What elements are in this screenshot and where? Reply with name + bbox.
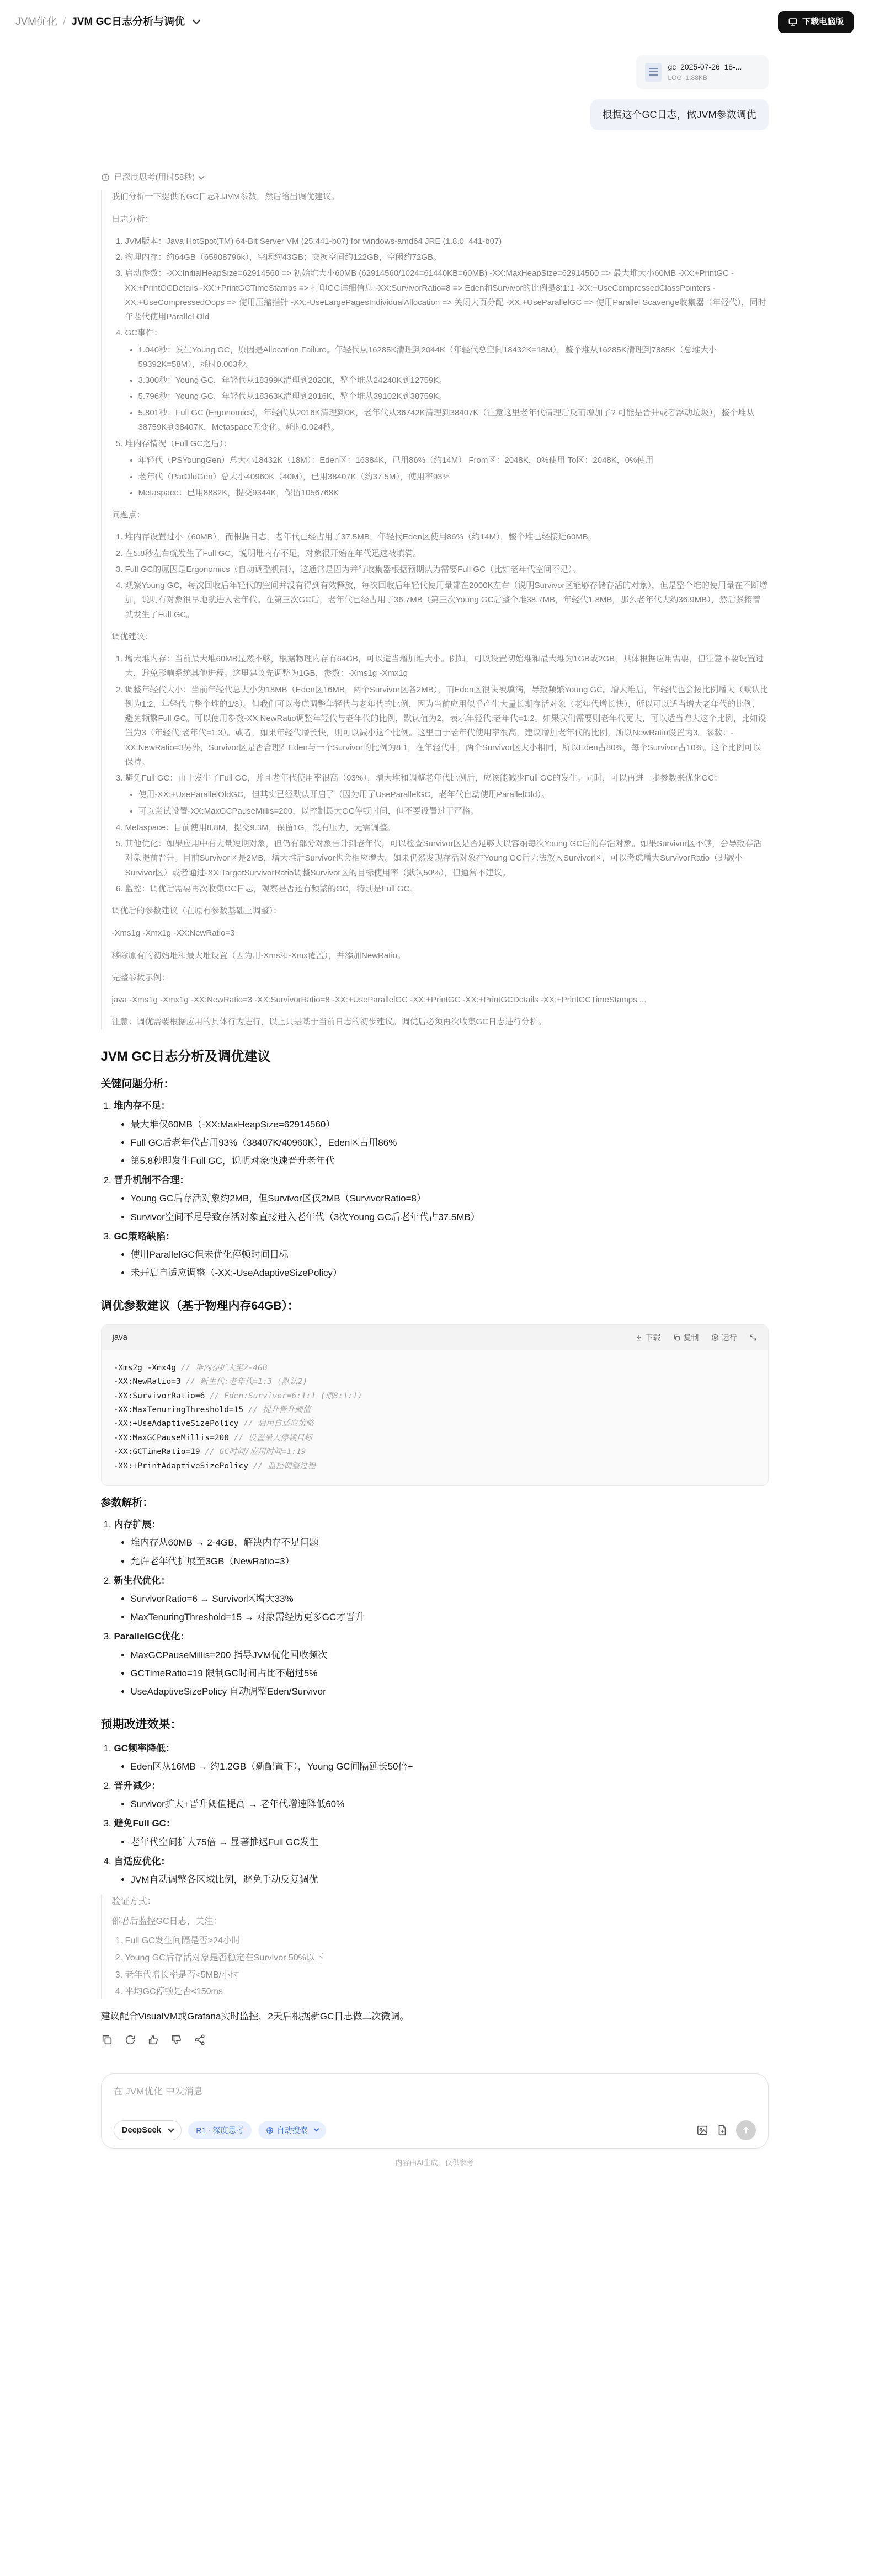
code-comment: // 启用自适应策略 bbox=[243, 1419, 314, 1429]
list-item bbox=[114, 1173, 769, 1225]
list-item: • SurvivorRatio=6 → Survivor区增大33% bbox=[131, 1591, 769, 1606]
tuning-list bbox=[112, 652, 769, 896]
list-item bbox=[125, 771, 769, 819]
chevron-down-icon bbox=[199, 174, 205, 180]
closing-text: 建议配合VisualVM或Grafana实时监控，2天后根据新GC日志做二次微调。 bbox=[100, 2011, 409, 2022]
list-item: • Young GC后存活对象约2MB，但Survivor区仅2MB（SurvivorRatio=8） bbox=[131, 1191, 769, 1206]
user-bubble: 根据这个GC日志，做JVM参数调优 bbox=[590, 99, 769, 131]
issue-title: 堆内存不足： bbox=[114, 1100, 170, 1111]
assistant-answer bbox=[101, 1046, 769, 2046]
expect-title: GC频率降低： bbox=[114, 1743, 175, 1754]
gc-event-list bbox=[125, 343, 769, 435]
code-line bbox=[114, 1431, 756, 1445]
composer-chips bbox=[114, 2120, 326, 2140]
code-line bbox=[114, 1403, 756, 1417]
param-analysis-title: 参数解析： bbox=[100, 1497, 153, 1509]
code-text: -XX:+UseAdaptiveSizePolicy bbox=[113, 1419, 239, 1429]
list-item: 3. 启动参数：-XX:InitialHeapSize=62914560 => 初始堆大小60MB (62914560/1024=61440KB=60MB) -XX:MaxHeapSize=62914560 => 最大堆大小60MB -XX:+PrintGC -XX:+PrintGCDetails -XX:+PrintGCTimeStamps => 打印GC详细信息 -XX:SurvivorRatio=8 => Eden和Survivor的比例是8:1:1 -XX:+UseCompressedClassPointers -XX:+UseCompressedOops => 使用压缩指针 -XX:-UseLargePagesIndividualAllocation => 关闭大页分配 -XX:+UseParallelGC => 使用Parallel Scavenge收集器（年轻代），同时年老代使用Parallel Old bbox=[125, 266, 769, 324]
list-item: • JVM自动调整各区域比例，避免手动反复调优 bbox=[131, 1872, 769, 1887]
key-issues-title: 关键问题分析： bbox=[100, 1078, 174, 1091]
file-size: 1.88KB bbox=[685, 74, 707, 82]
list-item: • 堆内存从60MB → 2-4GB，解决内存不足问题 bbox=[131, 1535, 769, 1550]
param-group-title: 内存扩展： bbox=[114, 1519, 161, 1530]
download-app-button[interactable] bbox=[778, 11, 854, 33]
list-item: • 3.300秒：Young GC，年轻代从18399K清理到2020K，整个堆从24240K到12759K。 bbox=[138, 373, 769, 388]
list-item: • 使用-XX:+UseParallelOldGC，但其实已经默认开启了（因为用了UseParallelGC，老年代自动使用ParallelOld）。 bbox=[138, 788, 769, 802]
file-upload-icon[interactable] bbox=[716, 2124, 728, 2136]
tuning-item-text: 避免Full GC：由于发生了Full GC，并且老年代使用率很高（93%），增大堆和调整老年代比例后，应该能减少Full GC的发生。同时，可以再进一步参数来优化GC： bbox=[125, 773, 723, 783]
file-icon bbox=[645, 63, 662, 82]
download-icon bbox=[635, 1334, 643, 1342]
full-params: java -Xms1g -Xmx1g -XX:NewRatio=3 -XX:SurvivorRatio=8 -XX:+UseParallelGC -XX:+PrintGC -XX:+PrintGCDetails -XX:+PrintGCTimeStamps ... bbox=[111, 995, 647, 1005]
arrow-up-icon bbox=[741, 2125, 751, 2135]
auto-search-toggle[interactable] bbox=[258, 2121, 326, 2139]
list-item bbox=[114, 1629, 769, 1699]
image-upload-icon[interactable] bbox=[696, 2124, 708, 2136]
param-analysis-list bbox=[101, 1517, 769, 1699]
chevron-down-icon bbox=[313, 2126, 319, 2132]
list-item: • Survivor空间不足导致存活对象直接进入老年代（3次Young GC后老年代占37.5MB） bbox=[131, 1210, 769, 1225]
list-item: • MaxTenuringThreshold=15 → 对象需经历更多GC才晋升 bbox=[131, 1610, 769, 1624]
list-item: • Metaspace：已用8882K，提交9344K，保留1056768K bbox=[138, 486, 769, 500]
regenerate-icon[interactable] bbox=[124, 2034, 136, 2046]
share-icon[interactable] bbox=[194, 2034, 206, 2046]
list-item: 4. 观察Young GC，每次回收后年轻代的空间并没有得到有效释放，每次回收后年轻代使用量都在2000K左右（说明Survivor区能够存储存活的对象），但是整个堆的使用量在不断增加，说明有对象很早地就进入老年代。在第三次GC后，老年代已经占用了36.7MB（第三次Young GC后整个堆38.7MB，年轻代1.8MB，那么老年代大约36.9MB），然后紧接着就发生了Full GC。 bbox=[125, 579, 769, 622]
attached-file[interactable] bbox=[636, 55, 769, 89]
list-item: 1. JVM版本：Java HotSpot(TM) 64-Bit Server VM (25.441-b07) for windows-amd64 JRE (1.8.0_441-b07) bbox=[125, 234, 769, 249]
code-language: java bbox=[112, 1332, 128, 1342]
list-item: • 老年代（ParOldGen）总大小40960K（40M），已用38407K（约37.5M），使用率93% bbox=[138, 470, 769, 484]
code-line bbox=[114, 1417, 756, 1431]
think-icon bbox=[101, 173, 110, 182]
copy-icon[interactable] bbox=[101, 2034, 113, 2046]
thumbs-down-icon[interactable] bbox=[170, 2034, 183, 2046]
list-item: • 使用ParallelGC但未优化停顿时间目标 bbox=[131, 1247, 769, 1262]
code-comment: // 新生代:老年代=1:3 (默认2) bbox=[185, 1377, 308, 1387]
code-text: -XX:SurvivorRatio=6 bbox=[113, 1391, 205, 1401]
list-item: • 5.796秒：Young GC，年轻代从18363K清理到2016K，整个堆从39102K到38759K。 bbox=[138, 389, 769, 404]
list-item: 3. 老年代增长率是否<5MB/小时 bbox=[125, 1968, 769, 1982]
problems-title: 问题点： bbox=[111, 510, 145, 520]
auto-search-label: 自动搜索 bbox=[276, 2125, 308, 2135]
list-item: 2. 调整年轻代大小：当前年轻代总大小为18MB（Eden区16MB，两个Survivor区各2MB），而Eden区很快被填满，导致频繁Young GC。增大堆后，年轻代也会按比例增大（默认比例为1:2，年轻代占整个堆的1/3）。但我们可以考虑调整年轻代与老年代的比例，因为当前应用似乎产生大量长期存活对象（老年代增长快），所以可以适当增大老年代的比例，避免频繁Full GC。可以使用参数-XX:NewRatio调整年轻代与老年代的比例，默认值为2，表示年轻代:老年代=1:2。如果我们需要则老年代更大，可以适当增大这个比例，比如设置为3（年轻代:老年代=1:3）。或者，如果年轻代增长快，则可以减小这个比例。这里由于老年代使用率很高，建议增加老年代的比例，所以NewRatio设置为3。参数：-XX:NewRatio=3另外，Survivor区是否合理？Eden与一个Survivor的比例为8:1，在年轻代中，两个Survivor区大小相同，所以Eden占80%，每个Survivor占10%。这个比例可以保持。 bbox=[125, 683, 769, 770]
code-actions bbox=[635, 1332, 757, 1344]
list-item: 2. Young GC后存活对象是否稳定在Survivor 50%以下 bbox=[125, 1951, 769, 1965]
answer-title: JVM GC日志分析及调优建议 bbox=[100, 1049, 271, 1064]
issue-title: 晋升机制不合理： bbox=[114, 1175, 189, 1186]
list-item bbox=[114, 1229, 769, 1281]
monitor-icon bbox=[788, 17, 798, 27]
list-item: 6. 监控：调优后需要再次收集GC日志，观察是否还有频繁的GC，特别是Full GC。 bbox=[125, 882, 769, 896]
code-comment: // 提升晋升阈值 bbox=[248, 1405, 311, 1414]
list-item bbox=[114, 1573, 769, 1625]
thinking-intro: 我们分析一下提供的GC日志和JVM参数，然后给出调优建议。 bbox=[111, 192, 340, 202]
code-line bbox=[114, 1375, 756, 1389]
file-meta bbox=[668, 73, 742, 83]
full-params-title: 完整参数示例： bbox=[111, 972, 170, 982]
deep-think-toggle[interactable] bbox=[188, 2121, 251, 2139]
list-item: • 1.040秒：发生Young GC，原因是Allocation Failure。年轻代从16285K清理到2044K（年轻代总空间18432K=18M），整个堆从16285K清理到7885K（总堆大小59392K=58M），耗时0.003秒。 bbox=[138, 343, 769, 372]
breadcrumb-project[interactable]: JVM优化 bbox=[15, 15, 58, 28]
file-name: gc_2025-07-26_18-... bbox=[668, 62, 742, 71]
message-input[interactable]: 在 JVM优化 中发消息 bbox=[113, 2086, 203, 2097]
gc-events-title: GC事件： bbox=[125, 328, 163, 338]
tuning-sublist bbox=[125, 788, 769, 819]
code-text: -XX:MaxGCPauseMillis=200 bbox=[113, 1433, 230, 1442]
user-message bbox=[101, 44, 769, 130]
model-name: DeepSeek bbox=[121, 2125, 162, 2135]
code-copy-label: 复制 bbox=[683, 1333, 699, 1342]
top-bar bbox=[0, 0, 869, 44]
code-text: -XX:+PrintAdaptiveSizePolicy bbox=[113, 1461, 248, 1471]
globe-icon bbox=[266, 2126, 274, 2134]
page-title[interactable]: JVM GC日志分析与调优 bbox=[71, 15, 185, 28]
code-header bbox=[102, 1325, 768, 1350]
list-item: • 第5.8秒即发生Full GC，说明对象快速晋升老年代 bbox=[131, 1153, 769, 1168]
chevron-down-icon[interactable] bbox=[193, 17, 200, 24]
expect-title: 晋升减少： bbox=[114, 1781, 161, 1792]
code-comment: // 监控调整过程 bbox=[253, 1461, 316, 1471]
list-item bbox=[114, 1517, 769, 1569]
params-line: -Xms1g -Xmx1g -XX:NewRatio=3 bbox=[111, 928, 235, 938]
problem-list bbox=[112, 530, 769, 622]
code-block bbox=[101, 1324, 769, 1486]
list-item: 1. 堆内存设置过小（60MB），而根据日志，老年代已经占用了37.5MB，年轻代Eden区使用86%（约14M），整个堆已经接近60MB。 bbox=[125, 530, 769, 544]
composer-tools bbox=[696, 2120, 756, 2140]
chevron-down-icon bbox=[168, 2126, 174, 2132]
verify-title: 验证方式： bbox=[111, 1897, 156, 1907]
send-button[interactable] bbox=[736, 2120, 756, 2140]
list-item: • 老年代空间扩大75倍 → 显著推迟Full GC发生 bbox=[131, 1835, 769, 1850]
code-comment: // GC时间/应用时间=1:19 bbox=[205, 1447, 306, 1457]
code-line bbox=[114, 1460, 756, 1473]
list-item: • 未开启自适应调整（-XX:-UseAdaptiveSizePolicy） bbox=[131, 1265, 769, 1280]
key-issues-list bbox=[101, 1098, 769, 1280]
params-title: 调优后的参数建议（在原有参数基础上调整）： bbox=[111, 906, 282, 916]
list-item: • Eden区从16MB → 约1.2GB（新配置下），Young GC间隔延长50倍+ bbox=[131, 1759, 769, 1774]
code-line bbox=[114, 1361, 756, 1375]
list-item: • 最大堆仅60MB（-XX:MaxHeapSize=62914560） bbox=[131, 1117, 769, 1132]
run-icon bbox=[711, 1334, 719, 1342]
message-composer bbox=[101, 2073, 769, 2149]
list-item: • UseAdaptiveSizePolicy 自动调整Eden/Survivor bbox=[131, 1684, 769, 1699]
thumbs-up-icon[interactable] bbox=[147, 2034, 159, 2046]
params-note: 移除原有的初始堆和最大堆设置（因为用-Xms和-Xmx覆盖），并添加NewRatio。 bbox=[111, 950, 406, 960]
list-item bbox=[114, 1741, 769, 1774]
list-item bbox=[114, 1098, 769, 1168]
code-comment: // 堆内存扩大至2-4GB bbox=[180, 1363, 268, 1372]
list-item bbox=[114, 1854, 769, 1887]
tuning-title: 调优建议： bbox=[111, 632, 153, 642]
code-line bbox=[114, 1389, 756, 1403]
list-item: • Full GC后老年代占用93%（38407K/40960K），Eden区占用86% bbox=[131, 1135, 769, 1150]
list-item: 1. Full GC发生间隔是否>24小时 bbox=[125, 1934, 769, 1948]
expect-title: 避免Full GC： bbox=[114, 1818, 175, 1829]
list-item: • 5.801秒：Full GC (Ergonomics)，年轻代从2016K清理到0K，老年代从36742K清理到38407K（注意这里老年代清理后反而增加了? 可能是晋升或者浮动垃圾），整个堆从38759K到38407K，Metaspace无变化。耗时0.024秒。 bbox=[138, 406, 769, 435]
code-line bbox=[114, 1445, 756, 1459]
list-item: 3. Full GC的原因是Ergonomics（自动调整机制），这通常是因为并行收集器根据预期认为需要Full GC（比如老年代空间不足）。 bbox=[125, 563, 769, 577]
code-copy-button[interactable] bbox=[673, 1332, 699, 1344]
code-content bbox=[102, 1350, 768, 1485]
expected-list bbox=[101, 1741, 769, 1888]
list-item bbox=[114, 1816, 769, 1849]
list-item: 2. 在5.8秒左右就发生了Full GC，说明堆内存不足，对象很开始在年代迅速被填满。 bbox=[125, 547, 769, 561]
list-item: • GCTimeRatio=19 限制GC时间占比不超过5% bbox=[131, 1666, 769, 1681]
thinking-header: 已深度思考(用时58秒) bbox=[114, 173, 195, 183]
list-item: • 可以尝试设置-XX:MaxGCPauseMillis=200，以控制最大GC停顿时间，但不要设置过于严格。 bbox=[138, 804, 769, 819]
heap-list bbox=[125, 453, 769, 500]
file-type: LOG bbox=[668, 74, 682, 82]
log-list bbox=[112, 234, 769, 500]
code-text: -Xms2g -Xmx4g bbox=[113, 1363, 176, 1372]
copy-icon bbox=[673, 1334, 681, 1342]
expand-icon[interactable] bbox=[749, 1332, 757, 1344]
verify-list bbox=[112, 1934, 769, 1998]
list-item: • Survivor扩大+晋升阈值提高 → 老年代增速降低60% bbox=[131, 1797, 769, 1811]
list-item: 1. 增大堆内存：当前最大堆60MB显然不够，根据物理内存有64GB，可以适当增加堆大小。例如，可以设置初始堆和最大堆为1GB或2GB，具体根据应用需要，但注意不要设置过大，避免影响系统其他进程。这里建议先调整为1GB，参数：-Xms1g -Xmx1g bbox=[125, 652, 769, 681]
param-group-title: 新生代优化： bbox=[114, 1575, 170, 1586]
expected-title: 预期改进效果： bbox=[100, 1718, 182, 1731]
list-item: • 允许老年代扩展至3GB（NewRatio=3） bbox=[131, 1554, 769, 1569]
verify-block bbox=[101, 1895, 769, 1999]
list-item: • 年轻代（PSYoungGen）总大小18432K（18M）：Eden区：16384K，已用86%（约14M） From区：2048K，0%使用 To区：2048K，0%使用 bbox=[138, 453, 769, 468]
conversation bbox=[101, 44, 769, 2046]
deep-think-label: R1 · 深度思考 bbox=[196, 2125, 244, 2135]
code-text: -XX:MaxTenuringThreshold=15 bbox=[113, 1405, 244, 1414]
code-download-label: 下载 bbox=[645, 1333, 661, 1342]
breadcrumb bbox=[15, 14, 199, 30]
thinking-note: 注意：调优需要根据应用的具体行为进行，以上只是基于当前日志的初步建议。调优后必须再次收集GC日志进行分析。 bbox=[111, 1017, 547, 1027]
message-actions bbox=[101, 2034, 769, 2046]
heap-title: 堆内存情况（Full GC之后）： bbox=[125, 439, 232, 449]
list-item: 4. 平均GC停顿是否<150ms bbox=[125, 1985, 769, 1999]
model-selector[interactable] bbox=[114, 2120, 182, 2140]
verify-intro: 部署后监控GC日志，关注： bbox=[111, 1916, 222, 1926]
code-comment: // 设置最大停顿目标 bbox=[233, 1433, 312, 1442]
list-item: 4. Metaspace：目前使用8.8M，提交9.3M，保留1G，没有压力，无需调整。 bbox=[125, 821, 769, 835]
list-item bbox=[125, 437, 769, 500]
code-download-button[interactable] bbox=[635, 1332, 661, 1344]
code-text: -XX:GCTimeRatio=19 bbox=[113, 1447, 200, 1457]
list-item: • MaxGCPauseMillis=200 指导JVM优化回收频次 bbox=[131, 1648, 769, 1663]
expect-title: 自适应优化： bbox=[114, 1856, 170, 1867]
code-comment: // Eden:Survivor=6:1:1 (原8:1:1) bbox=[210, 1391, 362, 1401]
param-group-title: ParallelGC优化： bbox=[114, 1631, 190, 1642]
list-item bbox=[114, 1778, 769, 1811]
thinking-toggle[interactable] bbox=[101, 171, 769, 184]
thinking-content bbox=[101, 190, 769, 1029]
list-item bbox=[125, 326, 769, 435]
breadcrumb-separator: / bbox=[63, 15, 66, 28]
composer-toolbar bbox=[114, 2120, 756, 2140]
log-analysis-title: 日志分析： bbox=[111, 214, 153, 224]
list-item: 5. 其他优化：如果应用中有大量短期对象，但仍有部分对象晋升到老年代，可以检查Survivor区是否足够大以容纳每次Young GC后的存活对象。如果Survivor区不够，会导致存活对象提前晋升。目前Survivor区是2MB，增大堆后Survivor也会相应增大。如果仍然发现存活对象在Young GC后无法放入Survivor区，可以考虑增大SurvivorRatio（即减小Survivor区）或者通过-XX:TargetSurvivorRatio调整Survivor区的目标使用率（默认50%），但通常不建议。 bbox=[125, 837, 769, 880]
issue-title: GC策略缺陷： bbox=[114, 1231, 175, 1242]
disclaimer: 内容由AI生成，仅供参考 bbox=[395, 2158, 474, 2167]
download-app-label: 下载电脑版 bbox=[802, 17, 844, 26]
tuning-params-title: 调优参数建议（基于物理内存64GB）： bbox=[100, 1300, 299, 1313]
code-run-button[interactable] bbox=[711, 1332, 737, 1344]
code-run-label: 运行 bbox=[721, 1333, 737, 1342]
list-item: 2. 物理内存：约64GB（65908796k），空闲约43GB；交换空间约122GB，空闲约72GB。 bbox=[125, 250, 769, 265]
code-text: -XX:NewRatio=3 bbox=[113, 1377, 181, 1387]
